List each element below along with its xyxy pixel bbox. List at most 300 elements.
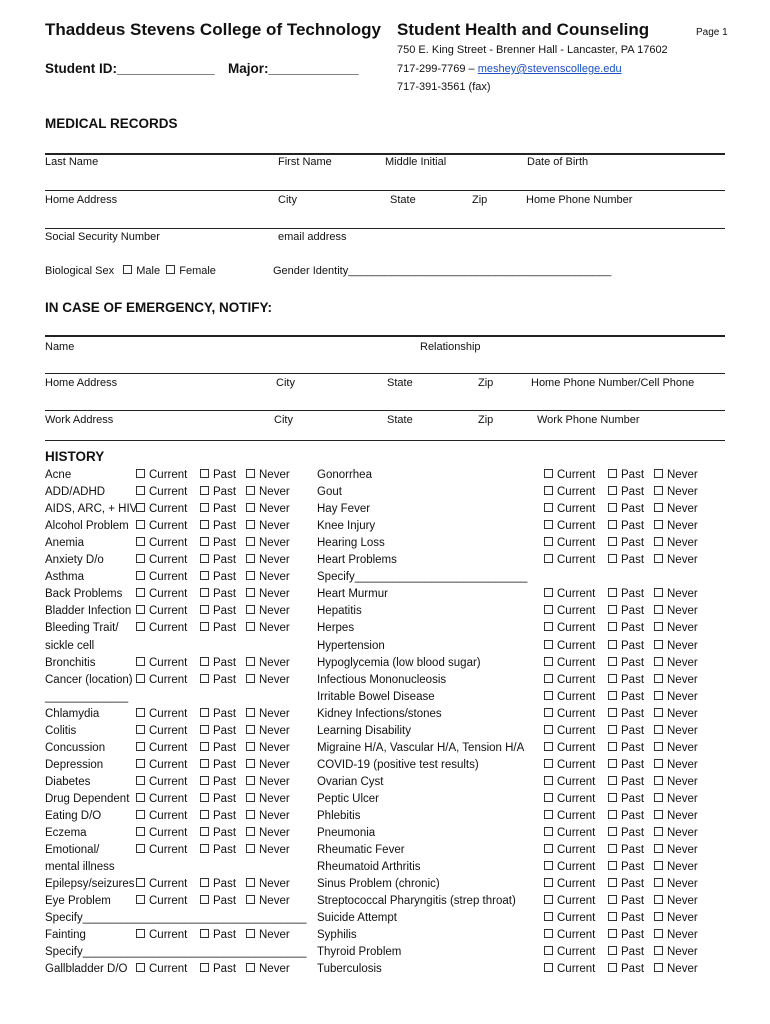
checkbox[interactable] <box>200 793 209 802</box>
checkbox[interactable] <box>608 742 617 751</box>
checkbox[interactable] <box>654 878 663 887</box>
checkbox[interactable] <box>544 793 553 802</box>
status-option-past[interactable] <box>608 691 644 703</box>
status-option-past[interactable] <box>608 657 644 669</box>
checkbox[interactable] <box>200 827 209 836</box>
status-option-never[interactable] <box>246 793 290 805</box>
checkbox[interactable] <box>544 878 553 887</box>
checkbox[interactable] <box>246 827 255 836</box>
checkbox[interactable] <box>200 674 209 683</box>
checkbox[interactable] <box>654 963 663 972</box>
female-checkbox[interactable] <box>166 265 175 274</box>
checkbox[interactable] <box>654 895 663 904</box>
checkbox[interactable] <box>654 691 663 700</box>
status-option-current[interactable] <box>544 946 595 958</box>
checkbox[interactable] <box>608 691 617 700</box>
checkbox[interactable] <box>654 537 663 546</box>
checkbox[interactable] <box>654 912 663 921</box>
checkbox[interactable] <box>608 793 617 802</box>
checkbox[interactable] <box>246 520 255 529</box>
checkbox[interactable] <box>200 776 209 785</box>
checkbox[interactable] <box>136 708 145 717</box>
status-option-current[interactable] <box>544 759 595 771</box>
checkbox[interactable] <box>136 844 145 853</box>
status-option-past[interactable] <box>200 622 236 634</box>
checkbox[interactable] <box>136 486 145 495</box>
status-option-current[interactable] <box>544 725 595 737</box>
checkbox[interactable] <box>246 725 255 734</box>
checkbox[interactable] <box>200 895 209 904</box>
status-option-current[interactable] <box>544 827 595 839</box>
checkbox[interactable] <box>608 725 617 734</box>
status-option-current[interactable] <box>544 878 595 890</box>
status-option-never[interactable] <box>246 895 290 907</box>
checkbox[interactable] <box>654 622 663 631</box>
checkbox[interactable] <box>608 912 617 921</box>
status-option-never[interactable] <box>246 759 290 771</box>
checkbox[interactable] <box>544 895 553 904</box>
condition-label[interactable]: Specify___________________________ <box>317 571 528 583</box>
status-option-past[interactable] <box>608 793 644 805</box>
status-option-past[interactable] <box>608 810 644 822</box>
status-option-past[interactable] <box>200 963 236 975</box>
status-option-current[interactable] <box>136 520 187 532</box>
gender-identity-field[interactable]: Gender Identity___________________________________________ <box>273 265 612 277</box>
checkbox[interactable] <box>608 674 617 683</box>
checkbox[interactable] <box>654 503 663 512</box>
checkbox[interactable] <box>136 605 145 614</box>
status-option-never[interactable] <box>246 520 290 532</box>
checkbox[interactable] <box>654 674 663 683</box>
status-option-current[interactable] <box>136 657 187 669</box>
status-option-never[interactable] <box>246 963 290 975</box>
checkbox[interactable] <box>136 469 145 478</box>
status-option-past[interactable] <box>608 469 644 481</box>
checkbox[interactable] <box>608 810 617 819</box>
checkbox[interactable] <box>200 588 209 597</box>
status-option-past[interactable] <box>200 844 236 856</box>
checkbox[interactable] <box>544 742 553 751</box>
checkbox[interactable] <box>654 827 663 836</box>
checkbox[interactable] <box>608 486 617 495</box>
checkbox[interactable] <box>544 963 553 972</box>
checkbox[interactable] <box>544 827 553 836</box>
status-option-past[interactable] <box>200 929 236 941</box>
checkbox[interactable] <box>608 588 617 597</box>
status-option-past[interactable] <box>200 708 236 720</box>
status-option-past[interactable] <box>200 537 236 549</box>
checkbox[interactable] <box>608 622 617 631</box>
status-option-past[interactable] <box>608 827 644 839</box>
status-option-past[interactable] <box>200 520 236 532</box>
checkbox[interactable] <box>608 469 617 478</box>
checkbox[interactable] <box>654 657 663 666</box>
status-option-current[interactable] <box>544 776 595 788</box>
checkbox[interactable] <box>654 708 663 717</box>
checkbox[interactable] <box>200 622 209 631</box>
status-option-never[interactable] <box>654 520 698 532</box>
checkbox[interactable] <box>608 605 617 614</box>
status-option-current[interactable] <box>136 537 187 549</box>
status-option-current[interactable] <box>544 844 595 856</box>
status-option-never[interactable] <box>246 776 290 788</box>
status-option-current[interactable] <box>136 759 187 771</box>
status-option-never[interactable] <box>654 554 698 566</box>
status-option-past[interactable] <box>200 469 236 481</box>
major-field[interactable]: Major:____________ <box>228 61 359 76</box>
status-option-past[interactable] <box>200 657 236 669</box>
status-option-current[interactable] <box>136 605 187 617</box>
student-id-field[interactable]: Student ID:_____________ <box>45 61 215 76</box>
status-option-current[interactable] <box>136 793 187 805</box>
checkbox[interactable] <box>200 657 209 666</box>
status-option-never[interactable] <box>246 622 290 634</box>
status-option-current[interactable] <box>136 554 187 566</box>
status-option-current[interactable] <box>544 640 595 652</box>
status-option-past[interactable] <box>608 503 644 515</box>
status-option-past[interactable] <box>608 725 644 737</box>
status-option-past[interactable] <box>608 554 644 566</box>
checkbox[interactable] <box>200 878 209 887</box>
checkbox[interactable] <box>246 537 255 546</box>
checkbox[interactable] <box>544 674 553 683</box>
checkbox[interactable] <box>246 571 255 580</box>
checkbox[interactable] <box>654 486 663 495</box>
status-option-never[interactable] <box>654 878 698 890</box>
status-option-never[interactable] <box>654 486 698 498</box>
checkbox[interactable] <box>544 691 553 700</box>
status-option-never[interactable] <box>654 963 698 975</box>
status-option-never[interactable] <box>246 503 290 515</box>
checkbox[interactable] <box>136 503 145 512</box>
status-option-never[interactable] <box>654 742 698 754</box>
checkbox[interactable] <box>136 759 145 768</box>
checkbox[interactable] <box>608 878 617 887</box>
checkbox[interactable] <box>246 878 255 887</box>
checkbox[interactable] <box>608 657 617 666</box>
status-option-current[interactable] <box>136 486 187 498</box>
status-option-current[interactable] <box>544 963 595 975</box>
status-option-never[interactable] <box>246 486 290 498</box>
status-option-past[interactable] <box>608 605 644 617</box>
checkbox[interactable] <box>136 776 145 785</box>
checkbox[interactable] <box>544 537 553 546</box>
status-option-current[interactable] <box>544 503 595 515</box>
checkbox[interactable] <box>246 895 255 904</box>
status-option-current[interactable] <box>544 929 595 941</box>
checkbox[interactable] <box>654 520 663 529</box>
checkbox[interactable] <box>654 605 663 614</box>
checkbox[interactable] <box>200 571 209 580</box>
checkbox[interactable] <box>544 605 553 614</box>
checkbox[interactable] <box>608 827 617 836</box>
checkbox[interactable] <box>654 554 663 563</box>
status-option-current[interactable] <box>544 657 595 669</box>
status-option-past[interactable] <box>608 912 644 924</box>
office-email-link[interactable]: meshey@stevenscollege.edu <box>477 63 622 75</box>
status-option-past[interactable] <box>200 776 236 788</box>
status-option-never[interactable] <box>654 537 698 549</box>
checkbox[interactable] <box>246 810 255 819</box>
checkbox[interactable] <box>136 571 145 580</box>
status-option-never[interactable] <box>246 878 290 890</box>
status-option-past[interactable] <box>608 537 644 549</box>
status-option-past[interactable] <box>200 895 236 907</box>
status-option-past[interactable] <box>608 844 644 856</box>
checkbox[interactable] <box>200 469 209 478</box>
checkbox[interactable] <box>136 588 145 597</box>
status-option-never[interactable] <box>246 469 290 481</box>
status-option-never[interactable] <box>654 810 698 822</box>
checkbox[interactable] <box>608 759 617 768</box>
checkbox[interactable] <box>246 486 255 495</box>
status-option-current[interactable] <box>544 588 595 600</box>
status-option-never[interactable] <box>654 640 698 652</box>
checkbox[interactable] <box>200 554 209 563</box>
status-option-current[interactable] <box>136 571 187 583</box>
status-option-current[interactable] <box>136 895 187 907</box>
checkbox[interactable] <box>654 861 663 870</box>
checkbox[interactable] <box>608 503 617 512</box>
checkbox[interactable] <box>246 708 255 717</box>
status-option-past[interactable] <box>200 554 236 566</box>
status-option-never[interactable] <box>246 588 290 600</box>
checkbox[interactable] <box>544 759 553 768</box>
checkbox[interactable] <box>136 810 145 819</box>
checkbox[interactable] <box>246 776 255 785</box>
checkbox[interactable] <box>246 622 255 631</box>
status-option-never[interactable] <box>246 725 290 737</box>
condition-label[interactable]: Specify___________________________________ <box>45 946 307 958</box>
status-option-never[interactable] <box>246 708 290 720</box>
status-option-current[interactable] <box>136 878 187 890</box>
checkbox[interactable] <box>544 844 553 853</box>
status-option-never[interactable] <box>654 691 698 703</box>
checkbox[interactable] <box>544 520 553 529</box>
checkbox[interactable] <box>136 622 145 631</box>
checkbox[interactable] <box>136 537 145 546</box>
checkbox[interactable] <box>544 622 553 631</box>
status-option-current[interactable] <box>544 912 595 924</box>
status-option-never[interactable] <box>654 588 698 600</box>
status-option-never[interactable] <box>654 759 698 771</box>
checkbox[interactable] <box>544 554 553 563</box>
checkbox[interactable] <box>608 929 617 938</box>
status-option-past[interactable] <box>608 963 644 975</box>
checkbox[interactable] <box>608 776 617 785</box>
status-option-never[interactable] <box>246 844 290 856</box>
checkbox[interactable] <box>544 486 553 495</box>
status-option-current[interactable] <box>544 554 595 566</box>
checkbox[interactable] <box>246 674 255 683</box>
status-option-never[interactable] <box>246 657 290 669</box>
status-option-never[interactable] <box>654 674 698 686</box>
status-option-current[interactable] <box>136 503 187 515</box>
checkbox[interactable] <box>246 742 255 751</box>
checkbox[interactable] <box>654 725 663 734</box>
condition-label[interactable]: _____________ <box>45 691 129 703</box>
checkbox[interactable] <box>200 503 209 512</box>
checkbox[interactable] <box>246 929 255 938</box>
status-option-never[interactable] <box>246 674 290 686</box>
checkbox[interactable] <box>200 605 209 614</box>
checkbox[interactable] <box>654 759 663 768</box>
checkbox[interactable] <box>136 520 145 529</box>
checkbox[interactable] <box>200 537 209 546</box>
checkbox[interactable] <box>200 520 209 529</box>
checkbox[interactable] <box>654 640 663 649</box>
checkbox[interactable] <box>654 929 663 938</box>
status-option-current[interactable] <box>136 929 187 941</box>
status-option-current[interactable] <box>544 674 595 686</box>
checkbox[interactable] <box>544 810 553 819</box>
checkbox[interactable] <box>200 742 209 751</box>
status-option-never[interactable] <box>654 657 698 669</box>
status-option-current[interactable] <box>136 776 187 788</box>
male-checkbox[interactable] <box>123 265 132 274</box>
status-option-past[interactable] <box>200 793 236 805</box>
checkbox[interactable] <box>136 674 145 683</box>
checkbox[interactable] <box>246 793 255 802</box>
checkbox[interactable] <box>136 895 145 904</box>
status-option-current[interactable] <box>544 691 595 703</box>
status-option-past[interactable] <box>200 674 236 686</box>
status-option-current[interactable] <box>544 895 595 907</box>
status-option-never[interactable] <box>654 708 698 720</box>
status-option-never[interactable] <box>654 929 698 941</box>
status-option-current[interactable] <box>136 674 187 686</box>
status-option-never[interactable] <box>654 895 698 907</box>
status-option-past[interactable] <box>200 486 236 498</box>
status-option-past[interactable] <box>608 622 644 634</box>
condition-label[interactable]: Specify___________________________________ <box>45 912 307 924</box>
checkbox[interactable] <box>136 878 145 887</box>
status-option-never[interactable] <box>654 912 698 924</box>
status-option-current[interactable] <box>136 588 187 600</box>
status-option-never[interactable] <box>246 929 290 941</box>
status-option-never[interactable] <box>654 503 698 515</box>
status-option-current[interactable] <box>544 520 595 532</box>
checkbox[interactable] <box>544 912 553 921</box>
status-option-past[interactable] <box>608 520 644 532</box>
status-option-current[interactable] <box>544 708 595 720</box>
checkbox[interactable] <box>654 469 663 478</box>
checkbox[interactable] <box>200 725 209 734</box>
status-option-past[interactable] <box>608 708 644 720</box>
checkbox[interactable] <box>654 810 663 819</box>
checkbox[interactable] <box>136 657 145 666</box>
status-option-past[interactable] <box>200 571 236 583</box>
checkbox[interactable] <box>246 469 255 478</box>
status-option-current[interactable] <box>544 605 595 617</box>
checkbox[interactable] <box>544 708 553 717</box>
checkbox[interactable] <box>608 520 617 529</box>
status-option-current[interactable] <box>136 742 187 754</box>
status-option-past[interactable] <box>608 640 644 652</box>
checkbox[interactable] <box>246 554 255 563</box>
status-option-past[interactable] <box>200 503 236 515</box>
checkbox[interactable] <box>246 588 255 597</box>
status-option-past[interactable] <box>608 759 644 771</box>
checkbox[interactable] <box>608 640 617 649</box>
checkbox[interactable] <box>200 963 209 972</box>
status-option-current[interactable] <box>136 622 187 634</box>
status-option-current[interactable] <box>136 963 187 975</box>
status-option-never[interactable] <box>246 571 290 583</box>
status-option-past[interactable] <box>608 674 644 686</box>
status-option-past[interactable] <box>608 929 644 941</box>
checkbox[interactable] <box>200 759 209 768</box>
status-option-current[interactable] <box>544 810 595 822</box>
checkbox[interactable] <box>200 929 209 938</box>
status-option-past[interactable] <box>200 742 236 754</box>
checkbox[interactable] <box>136 929 145 938</box>
status-option-past[interactable] <box>608 878 644 890</box>
checkbox[interactable] <box>136 827 145 836</box>
checkbox[interactable] <box>136 554 145 563</box>
status-option-past[interactable] <box>608 776 644 788</box>
checkbox[interactable] <box>608 861 617 870</box>
checkbox[interactable] <box>136 963 145 972</box>
status-option-never[interactable] <box>246 605 290 617</box>
status-option-current[interactable] <box>136 844 187 856</box>
status-option-never[interactable] <box>246 554 290 566</box>
status-option-current[interactable] <box>136 469 187 481</box>
checkbox[interactable] <box>608 963 617 972</box>
status-option-current[interactable] <box>136 827 187 839</box>
checkbox[interactable] <box>654 844 663 853</box>
status-option-never[interactable] <box>654 605 698 617</box>
status-option-never[interactable] <box>246 827 290 839</box>
status-option-past[interactable] <box>608 861 644 873</box>
checkbox[interactable] <box>246 605 255 614</box>
status-option-past[interactable] <box>200 725 236 737</box>
status-option-past[interactable] <box>608 742 644 754</box>
status-option-past[interactable] <box>200 827 236 839</box>
status-option-never[interactable] <box>246 742 290 754</box>
status-option-never[interactable] <box>654 827 698 839</box>
checkbox[interactable] <box>544 657 553 666</box>
status-option-never[interactable] <box>654 946 698 958</box>
checkbox[interactable] <box>544 725 553 734</box>
status-option-never[interactable] <box>654 844 698 856</box>
checkbox[interactable] <box>654 776 663 785</box>
status-option-current[interactable] <box>544 537 595 549</box>
checkbox[interactable] <box>544 776 553 785</box>
status-option-past[interactable] <box>200 878 236 890</box>
checkbox[interactable] <box>544 588 553 597</box>
checkbox[interactable] <box>608 844 617 853</box>
status-option-current[interactable] <box>544 469 595 481</box>
status-option-past[interactable] <box>200 810 236 822</box>
checkbox[interactable] <box>654 793 663 802</box>
status-option-never[interactable] <box>246 810 290 822</box>
checkbox[interactable] <box>544 640 553 649</box>
checkbox[interactable] <box>246 759 255 768</box>
status-option-never[interactable] <box>654 861 698 873</box>
status-option-never[interactable] <box>654 725 698 737</box>
status-option-past[interactable] <box>200 588 236 600</box>
checkbox[interactable] <box>200 844 209 853</box>
checkbox[interactable] <box>654 946 663 955</box>
status-option-current[interactable] <box>544 861 595 873</box>
checkbox[interactable] <box>608 554 617 563</box>
checkbox[interactable] <box>246 503 255 512</box>
checkbox[interactable] <box>200 486 209 495</box>
checkbox[interactable] <box>200 708 209 717</box>
checkbox[interactable] <box>246 963 255 972</box>
status-option-past[interactable] <box>200 605 236 617</box>
